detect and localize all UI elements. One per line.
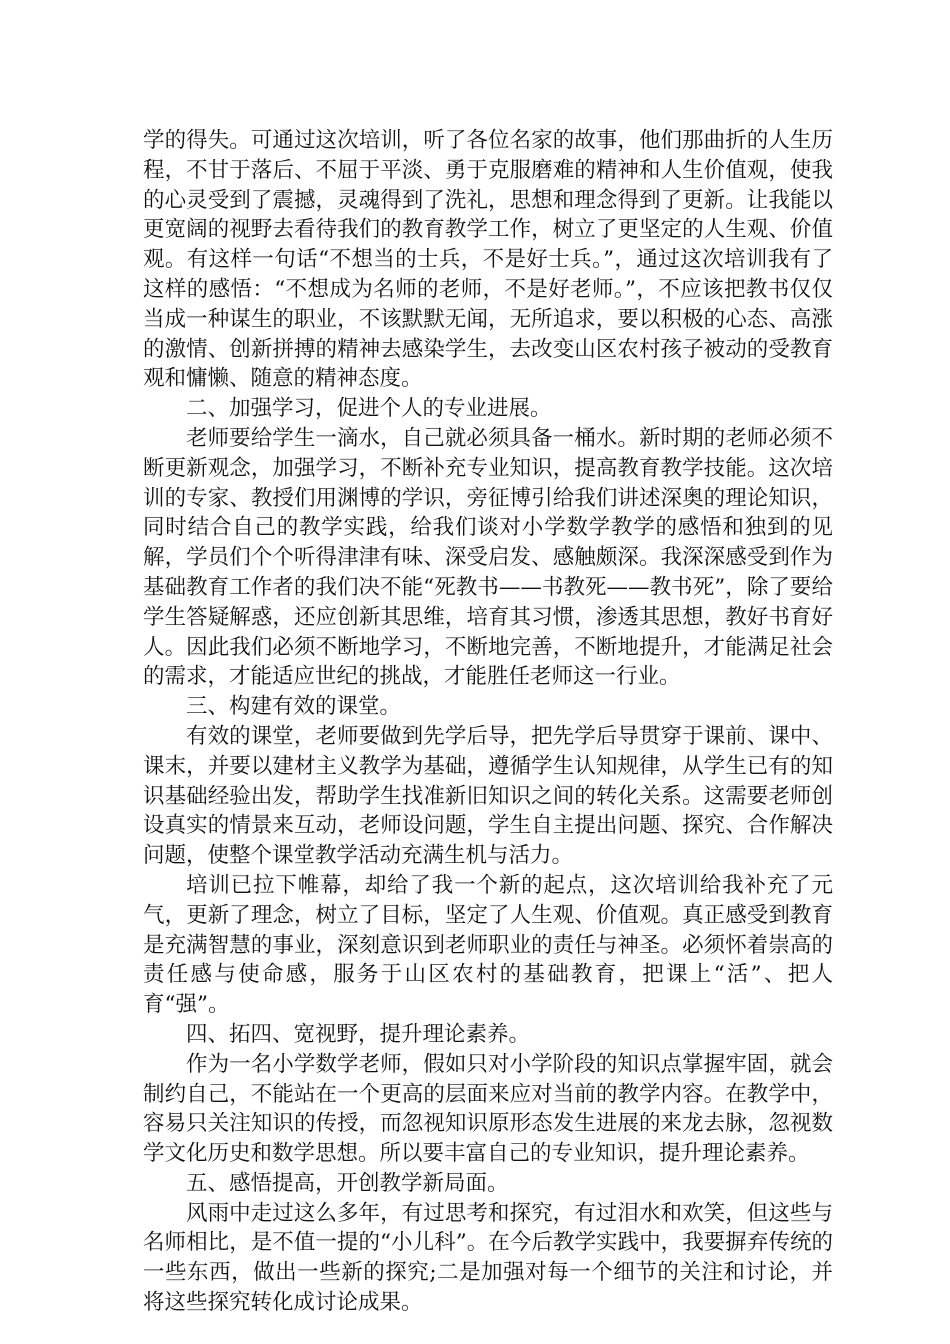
paragraph: 作为一名小学数学老师，假如只对小学阶段的知识点掌握牢固，就会制约自己，不能站在一个更高的层面来应对当前的教学内容。在教学中，容易只关注知识的传授，而忽视知识原形态发生进展的来龙去脉，忽视数学文化历史和数学思想。所以要丰富自己的专业知识，提升理论素养。 [143,1051,833,1167]
section-heading-5: 五、感悟提高，开创教学新局面。 [186,1170,509,1196]
section-heading-3: 三、构建有效的课堂。 [186,694,402,720]
paragraph: 老师要给学生一滴水，自己就必须具备一桶水。新时期的老师必须不断更新观念，加强学习，不断补充专业知识，提高教育教学技能。这次培训的专家、教授们用渊博的学识，旁征博引给我们讲述深奥的理论知识，同时结合自己的教学实践，给我们谈对小学数学教学的感悟和独到的见解，学员们个个听得津津有味、深受启发、感触颇深。我深深感受到作为基础教育工作者的我们决不能“死教书——书教死——教书死”，除了要给学生答疑解惑，还应创新其思维，培育其习惯，渗透其思想，教好书育好人。因此我们必须不断地学习，不断地完善，不断地提升，才能满足社会的需求，才能适应世纪的挑战，才能胜任老师这一行业。 [143,425,833,690]
paragraph: 风雨中走过这么多年，有过思考和探究，有过泪水和欢笑，但这些与名师相比，是不值一提的“小儿科”。在今后教学实践中，我要摒弃传统的一些东西，做出一些新的探究;二是加强对每一个细节的关注和讨论，并将这些探究转化成讨论成果。 [143,1200,833,1316]
paragraph-continuation: 学的得失。可通过这次培训，听了各位名家的故事，他们那曲折的人生历程，不甘于落后、不屈于平淡、勇于克服磨难的精神和人生价值观，使我的心灵受到了震撼，灵魂得到了洗礼，思想和理念得到了更新。让我能以更宽阔的视野去看待我们的教育教学工作，树立了更坚定的人生观、价值观。有这样一句话“不想当的士兵，不是好士兵。”，通过这次培训我有了这样的感悟：“不想成为名师的老师，不是好老师。”，不应该把教书仅仅当成一种谋生的职业，不该默默无闻，无所追求，要以积极的心态、高涨的激情、创新拼搏的精神去感染学生，去改变山区农村孩子被动的受教育观和慵懒、随意的精神态度。 [143,128,833,392]
document-body [143,126,833,1318]
paragraph: 有效的课堂，老师要做到先学后导，把先学后导贯穿于课前、课中、课末，并要以建材主义教学为基础，遵循学生认知规律，从学生已有的知识基础经验出发，帮助学生找准新旧知识之间的转化关系。这需要老师创设真实的情景来互动，老师设问题，学生自主提出问题、探究、合作解决问题，使整个课堂教学活动充满生机与活力。 [143,723,833,869]
paragraph: 培训已拉下帷幕，却给了我一个新的起点，这次培训给我补充了元气，更新了理念，树立了目标，坚定了人生观、价值观。真正感受到教育是充满智慧的事业，深刻意识到老师职业的责任与神圣。必须怀着崇高的责任感与使命感，服务于山区农村的基础教育，把课上“活”、把人育“强”。 [143,872,833,1018]
section-heading-2: 二、加强学习，促进个人的专业进展。 [186,396,552,422]
section-heading-4: 四、拓四、宽视野，提升理论素养。 [186,1021,531,1047]
